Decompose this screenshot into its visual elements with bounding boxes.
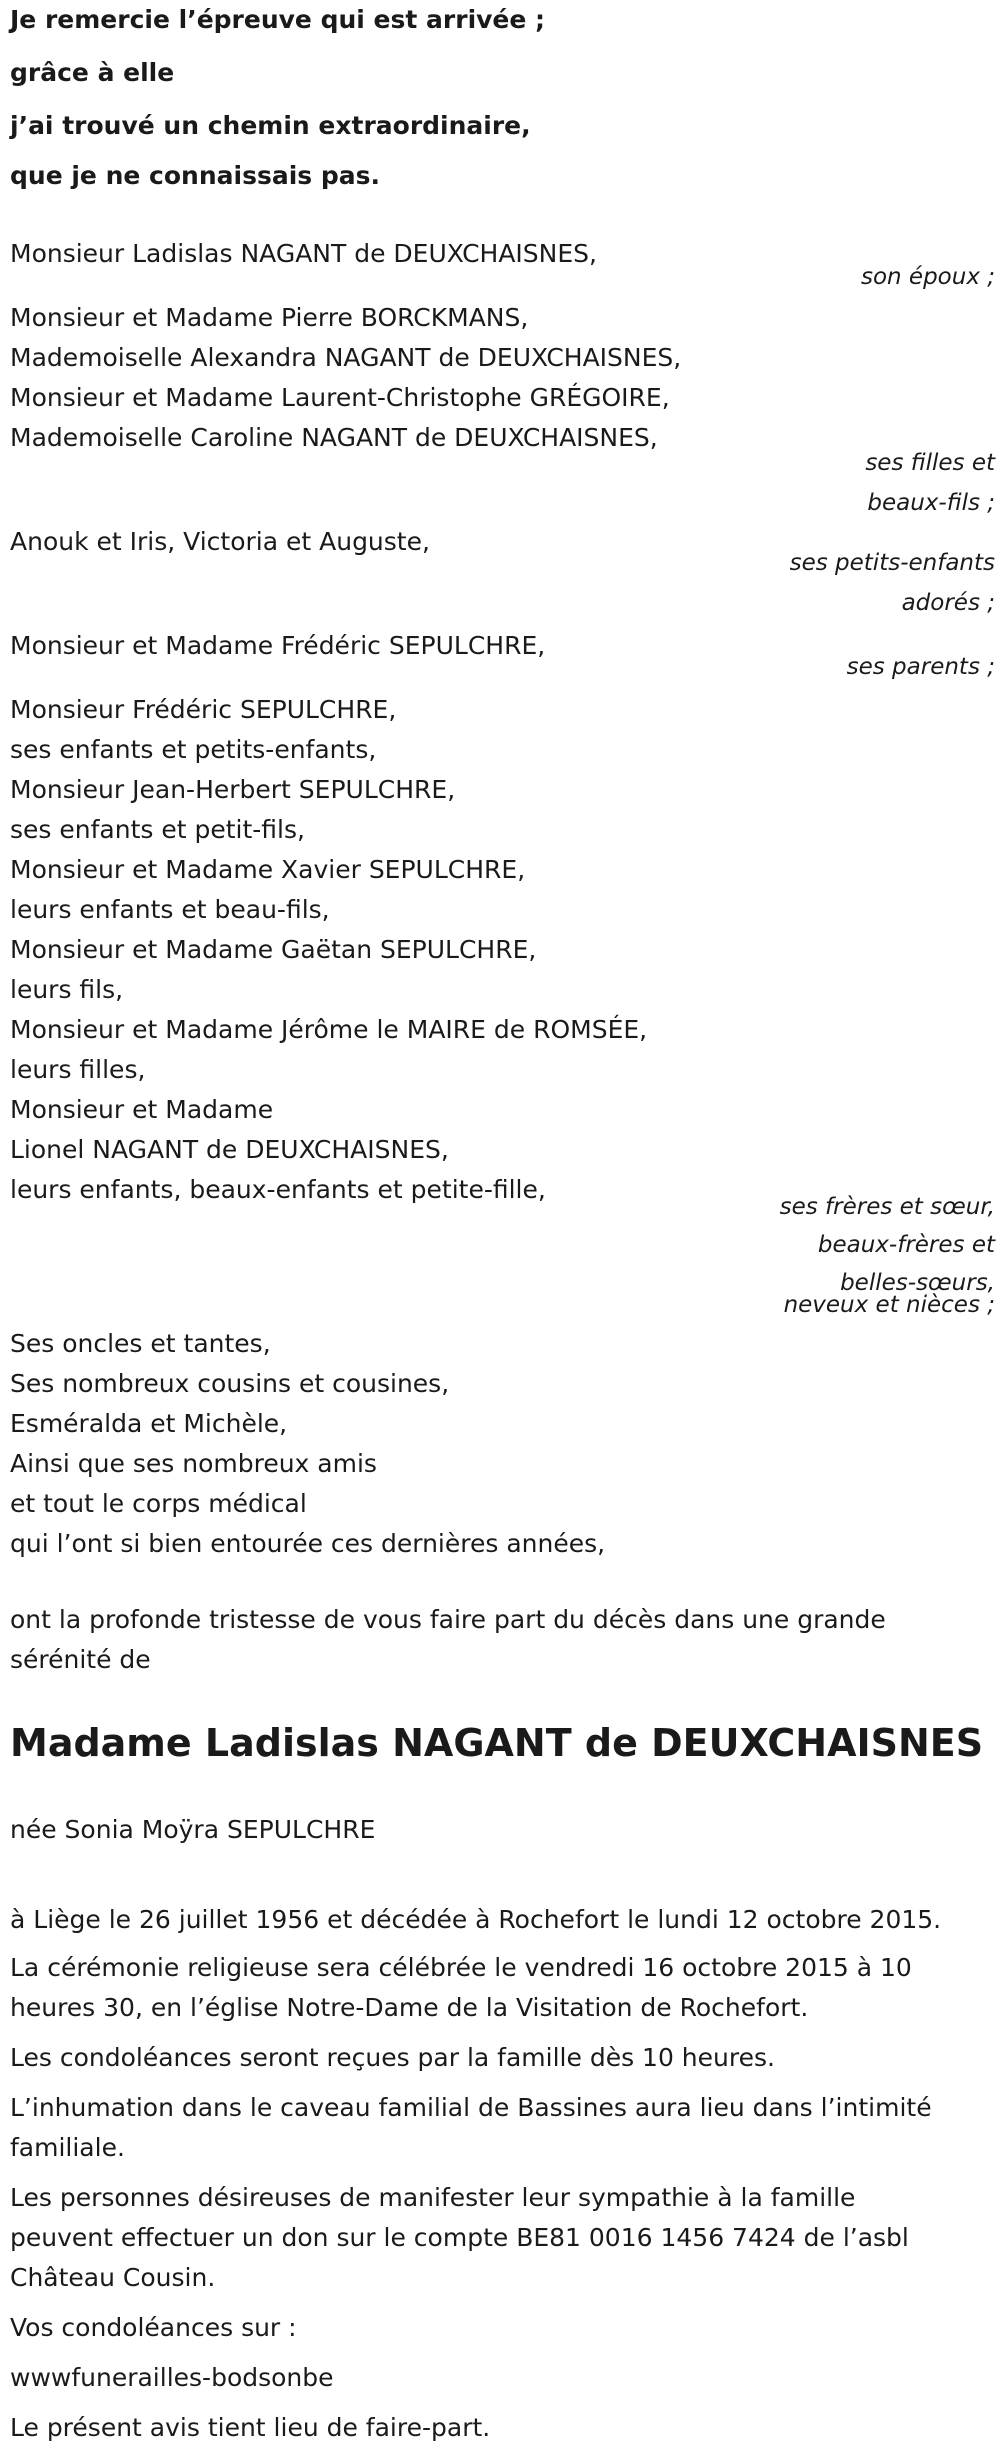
quote-line: que je ne connaissais pas. [10,161,380,190]
family-member: Monsieur et Madame Laurent-Christophe GRÉGOIRE, [10,383,670,412]
family-member: leurs enfants, beaux-enfants et petite-fille, [10,1175,546,1204]
grandchildren-relation: ses petits-enfants [789,550,995,576]
announcement-text: ont la profonde tristesse de vous faire part du décès dans une grande [10,1605,886,1634]
burial-text: familiale. [10,2133,125,2162]
family-member: Monsieur et Madame Jérôme le MAIRE de ROMSÉE, [10,1015,648,1044]
quote-line: Je remercie l’épreuve qui est arrivée ; [10,5,546,34]
website-link[interactable]: wwwfunerailles-bodsonbe [10,2363,334,2392]
family-member: Mademoiselle Alexandra NAGANT de DEUXCHAISNES, [10,343,682,372]
announcement-text: sérénité de [10,1645,151,1674]
spouse-relation: son époux ; [860,264,995,290]
ceremony-text: heures 30, en l’église Notre-Dame de la Visitation de Rochefort. [10,1993,809,2022]
family-member: Mademoiselle Caroline NAGANT de DEUXCHAISNES, [10,423,658,452]
family-member: Monsieur et Madame Pierre BORCKMANS, [10,303,529,332]
siblings-relation: beaux-frères et [817,1232,995,1258]
spouse-name: Monsieur Ladislas NAGANT de DEUXCHAISNES, [10,239,597,268]
condolences-time-text: Les condoléances seront reçues par la famille dès 10 heures. [10,2043,775,2072]
family-member: Monsieur et Madame Frédéric SEPULCHRE, [10,631,546,660]
family-member: leurs filles, [10,1055,146,1084]
family-member: ses enfants et petits-enfants, [10,735,377,764]
parents-relation: ses parents ; [846,654,995,680]
family-member: Anouk et Iris, Victoria et Auguste, [10,527,430,556]
burial-text: L’inhumation dans le caveau familial de Bassines aura lieu dans l’intimité [10,2093,932,2122]
donation-text: Les personnes désireuses de manifester leur sympathie à la famille [10,2183,856,2212]
birth-death-text: à Liège le 26 juillet 1956 et décédée à Rochefort le lundi 12 octobre 2015. [10,1905,942,1934]
donation-text: Château Cousin. [10,2263,216,2292]
family-member: leurs enfants et beau-fils, [10,895,330,924]
family-member: Esméralda et Michèle, [10,1409,288,1438]
family-member: Ses nombreux cousins et cousines, [10,1369,450,1398]
online-condolences-label: Vos condoléances sur : [10,2313,297,2342]
family-member: Monsieur et Madame Gaëtan SEPULCHRE, [10,935,537,964]
family-member: ses enfants et petit-fils, [10,815,305,844]
family-member: et tout le corps médical [10,1489,307,1518]
daughters-relation: ses filles et [865,450,995,476]
maiden-name: née Sonia Moÿra SEPULCHRE [10,1815,376,1844]
siblings-relation: neveux et nièces ; [783,1292,995,1318]
quote-line: grâce à elle [10,58,175,87]
family-member: Ainsi que ses nombreux amis [10,1449,377,1478]
grandchildren-relation: adorés ; [901,590,995,616]
family-member: Lionel NAGANT de DEUXCHAISNES, [10,1135,449,1164]
siblings-relation: ses frères et sœur, [779,1194,995,1220]
family-member: Monsieur et Madame [10,1095,274,1124]
deceased-name: Madame Ladislas NAGANT de DEUXCHAISNES [10,1721,984,1765]
daughters-relation: beaux-fils ; [867,490,995,516]
siblings-relation: belles-sœurs, [840,1270,995,1296]
family-member: Monsieur Frédéric SEPULCHRE, [10,695,397,724]
quote-line: j’ai trouvé un chemin extraordinaire, [10,111,531,140]
family-member: leurs fils, [10,975,124,1004]
family-member: Monsieur et Madame Xavier SEPULCHRE, [10,855,526,884]
family-member: Ses oncles et tantes, [10,1329,271,1358]
closing-text: Le présent avis tient lieu de faire-part. [10,2413,491,2442]
family-member: Monsieur Jean-Herbert SEPULCHRE, [10,775,456,804]
family-member: qui l’ont si bien entourée ces dernières années, [10,1529,606,1558]
ceremony-text: La cérémonie religieuse sera célébrée le vendredi 16 octobre 2015 à 10 [10,1953,912,1982]
donation-text: peuvent effectuer un don sur le compte BE81 0016 1456 7424 de l’asbl [10,2223,909,2252]
